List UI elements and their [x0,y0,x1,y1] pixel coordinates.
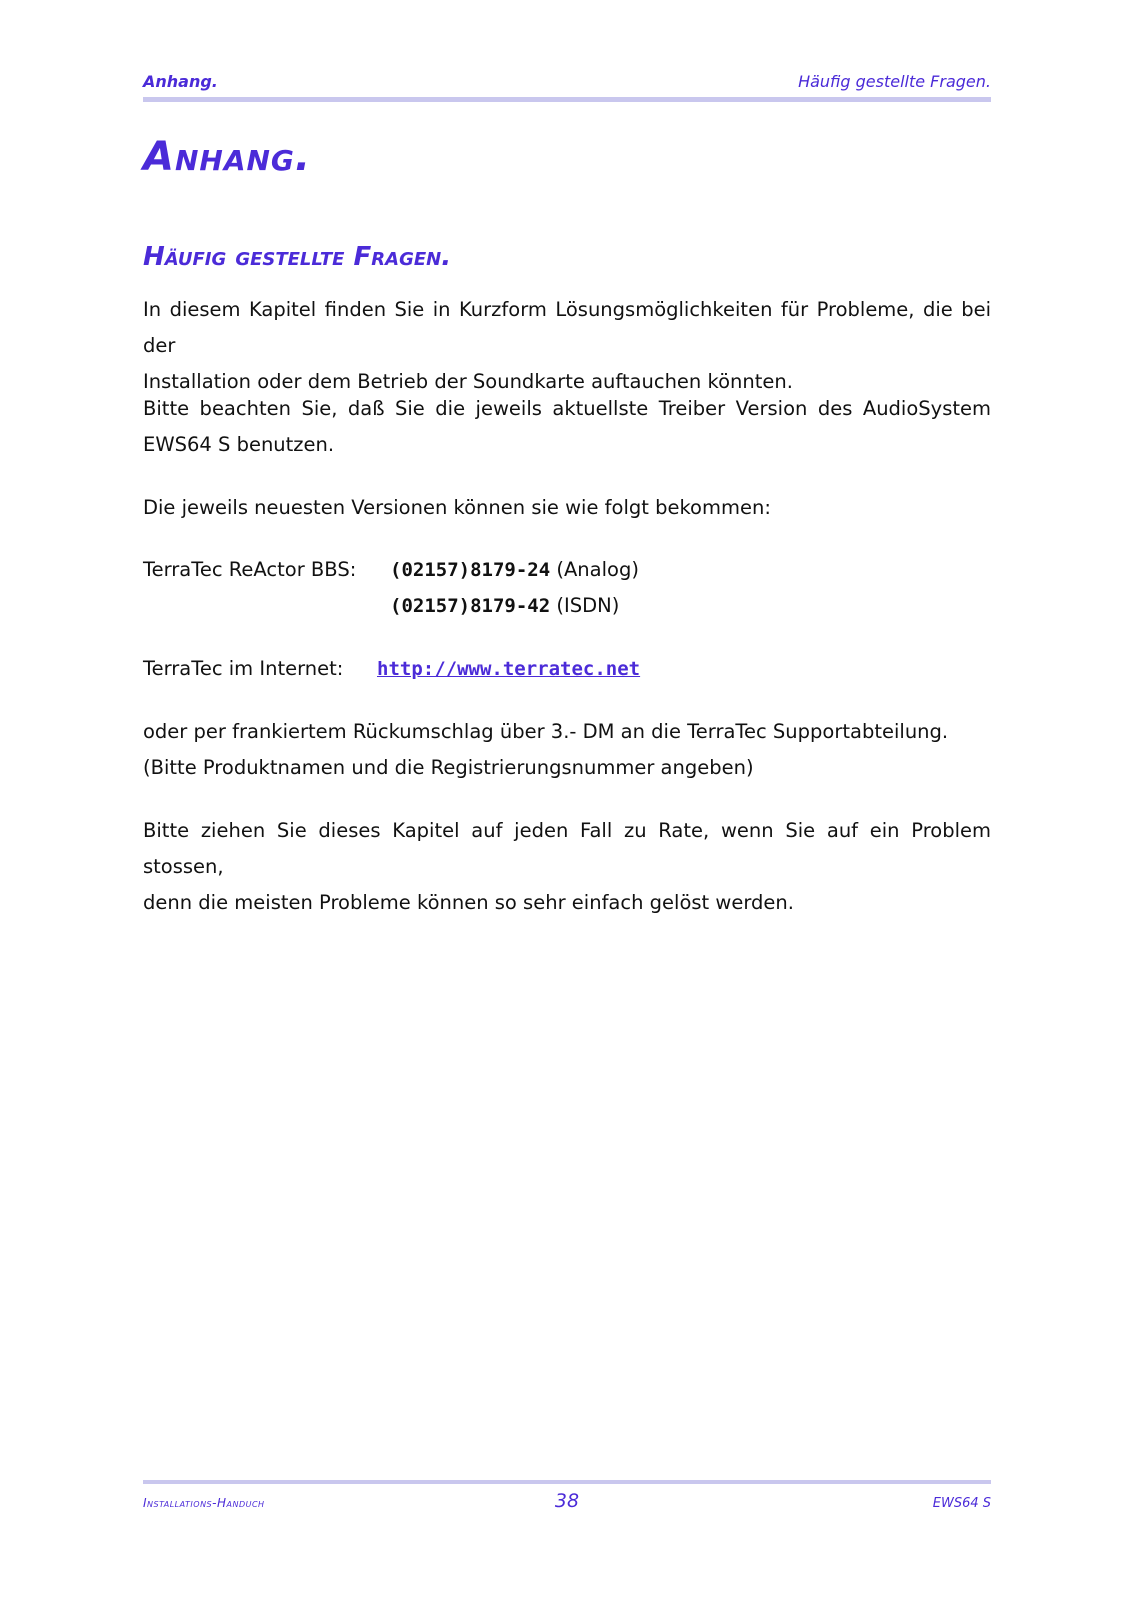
page-number: 38 [554,1490,580,1512]
footer-divider [143,1480,991,1484]
intro-line-1: In diesem Kapitel finden Sie in Kurzform Lösungsmöglichkeiten für Probleme, die bei der [143,298,991,357]
bbs-label: TerraTec ReActor BBS: [143,558,357,581]
mail-paragraph [143,714,991,786]
header-section: Häufig gestellte Fragen. [798,72,991,91]
driver-paragraph [143,391,991,463]
header-divider [143,97,991,102]
intro-paragraph [143,292,991,400]
bbs-type-analog: (Analog) [556,558,639,581]
advice-paragraph [143,813,991,921]
footer-product-name: EWS64 S [932,1496,991,1511]
bbs-number-isdn: (02157)8179-42 [390,595,551,617]
versions-paragraph [143,490,991,526]
bbs-value-analog [390,552,639,588]
internet-value [377,651,640,687]
page-footer [143,1490,991,1514]
page-header [143,72,991,92]
bbs-type-isdn: (ISDN) [556,594,620,617]
chapter-title: Anhang. [143,134,312,180]
driver-line-2: EWS64 S benutzen. [143,433,335,456]
intro-line-2: Installation oder dem Betrieb der Soundkarte auftauchen könnten. [143,370,793,393]
advice-line-2: denn die meisten Probleme können so sehr einfach gelöst werden. [143,891,794,914]
bbs-value-isdn [390,588,619,624]
bbs-number-analog: (02157)8179-24 [390,559,551,581]
versions-line: Die jeweils neuesten Versionen können sie wie folgt bekommen: [143,496,771,519]
advice-line-1: Bitte ziehen Sie dieses Kapitel auf jeden Fall zu Rate, wenn Sie auf ein Problem stossen, [143,819,991,878]
driver-line-1: Bitte beachten Sie, daß Sie die jeweils aktuellste Treiber Version des AudioSystem [143,397,991,420]
mail-line-2: (Bitte Produktnamen und die Registrierungsnummer angeben) [143,756,754,779]
footer-manual-name: Installations-Handuch [143,1496,265,1510]
internet-label: TerraTec im Internet: [143,657,344,680]
terratec-website-link[interactable]: http://www.terratec.net [377,658,641,680]
mail-line-1: oder per frankiertem Rückumschlag über 3.- DM an die TerraTec Supportabteilung. [143,720,949,743]
header-chapter: Anhang. [143,72,218,91]
section-title: Häufig gestellte Fragen. [143,242,452,272]
